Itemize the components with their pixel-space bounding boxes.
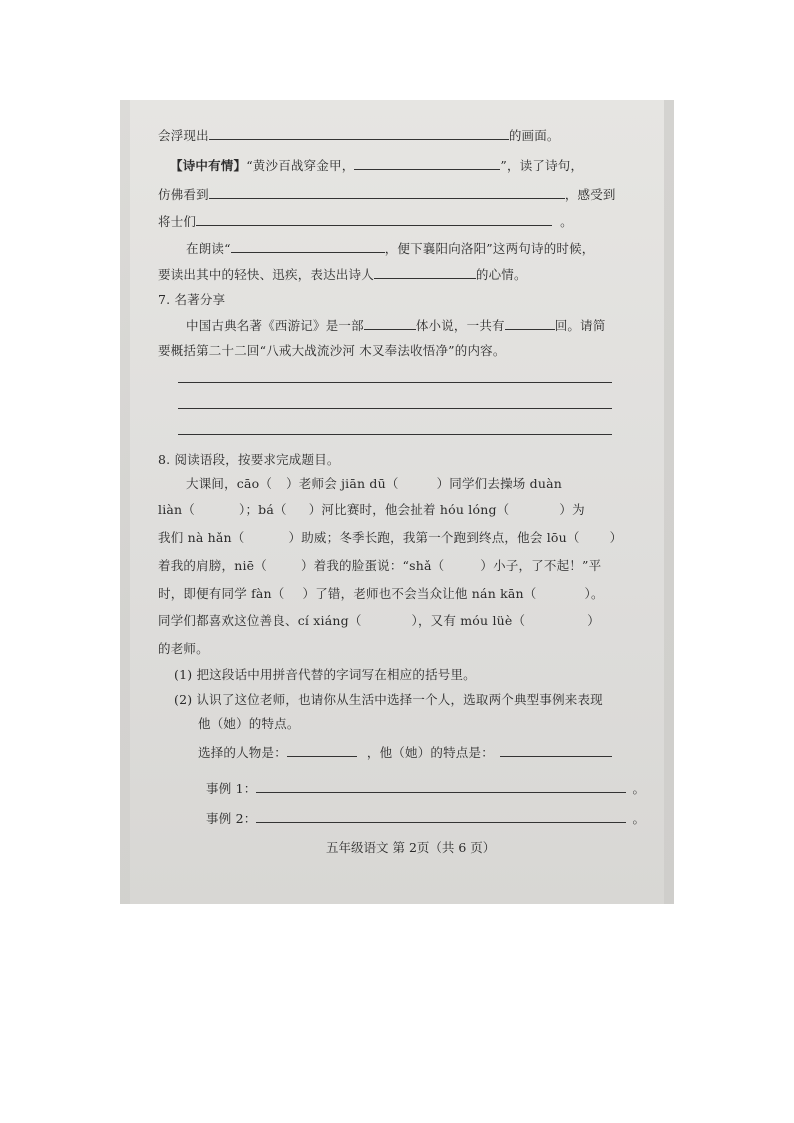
line-text: 中国古典名著《西游记》是一部 [186, 318, 364, 333]
answer-line[interactable] [178, 382, 612, 383]
text-line [198, 744, 612, 761]
text-line [186, 317, 606, 334]
text-line [158, 186, 616, 203]
line-text: 要读出其中的轻快、迅疾，表达出诗人 [158, 267, 374, 282]
sub-question-2: (2) 认识了这位老师，也请你从生活中选择一个人，选取两个典型事例来表现 [174, 692, 603, 707]
line-text: 。 [632, 811, 646, 826]
text-line [170, 157, 583, 174]
line-text: ）同学们去操场 duàn [436, 476, 563, 491]
line-text: 的画面。 [508, 128, 560, 143]
text-line [186, 476, 562, 492]
line-text: ）；bá（ [239, 502, 287, 517]
line-text: 同学们都喜欢这位善良、cí xiáng（ [158, 613, 362, 628]
line-text: 回。请简 [554, 318, 606, 333]
answer-blank[interactable] [500, 744, 612, 757]
line-text: ”，读了诗句， [500, 158, 584, 173]
sub-question-2-cont: 他（她）的特点。 [198, 716, 300, 731]
text-line [158, 613, 600, 629]
line-text: ，便下襄阳向洛阳”这两句诗的时候， [384, 241, 595, 256]
answer-blank[interactable] [374, 266, 476, 279]
line-text: 在朗读“ [186, 241, 231, 256]
line-text: ，他（她）的特点是： [366, 745, 494, 760]
line-text: ）着我的脸蛋说：“shǎ（ [300, 558, 445, 573]
line-text: ），又有 móu lüè（ [411, 613, 526, 628]
text-line [206, 810, 645, 827]
text-line [158, 213, 573, 230]
line-text: ）。 [584, 586, 604, 601]
text-line [158, 127, 560, 144]
answer-blank[interactable] [256, 810, 626, 823]
line-text: “黄沙百战穿金甲， [246, 158, 355, 173]
answer-blank[interactable] [209, 186, 565, 199]
line-text: 会浮现出 [158, 128, 209, 143]
text-line [206, 780, 645, 797]
line-text: 时，即便有同学 fàn（ [158, 586, 285, 601]
answer-line[interactable] [178, 408, 612, 409]
text-line [158, 586, 604, 602]
answer-blank[interactable] [364, 317, 416, 330]
line-text: ）小子，了不起！”平 [480, 558, 602, 573]
question-8-title: 8. 阅读语段，按要求完成题目。 [158, 452, 340, 467]
line-text: 的心情。 [475, 267, 527, 282]
line-text: 事例 2： [206, 811, 257, 826]
line-text: 仿佛看到 [158, 187, 209, 202]
text-line [158, 558, 601, 574]
section-tag: 【诗中有情】 [170, 158, 247, 173]
line-text: 体小说，一共有 [415, 318, 505, 333]
scanned-photo [120, 100, 674, 904]
line-text: ）了错，老师也不会当众让他 nán kān（ [302, 586, 537, 601]
text-line [158, 266, 527, 283]
line-text: ，感受到 [564, 187, 616, 202]
answer-blank[interactable] [354, 157, 500, 170]
text-line [158, 530, 622, 546]
line-text: 将士们 [158, 214, 197, 229]
question-7-title: 7. 名著分享 [158, 292, 226, 307]
line-text: ） [587, 613, 600, 628]
answer-blank[interactable] [231, 240, 385, 253]
line-text: 。 [632, 781, 646, 796]
answer-blank[interactable] [256, 780, 626, 793]
sub-question-1: (1) 把这段话中用拼音代替的字词写在相应的括号里。 [174, 667, 476, 682]
line-text: liàn（ [158, 502, 195, 517]
answer-blank[interactable] [287, 744, 357, 757]
answer-blank[interactable] [196, 213, 552, 226]
line-text: 我们 nà hǎn（ [158, 530, 245, 545]
text-line [158, 502, 585, 518]
answer-blank[interactable] [505, 317, 555, 330]
answer-line[interactable] [178, 434, 612, 435]
line-text: ）助威；冬季长跑，我第一个跑到终点，他会 lōu（ [288, 530, 580, 545]
exam-page [130, 100, 664, 904]
line-text: 事例 1： [206, 781, 257, 796]
text-line [186, 240, 595, 257]
text-line: 要概括第二十二回“八戒大战流沙河 木叉奉法收悟净”的内容。 [158, 343, 506, 358]
line-text: ）为 [559, 502, 585, 517]
answer-blank[interactable] [209, 127, 509, 140]
text-line: 的老师。 [158, 641, 209, 656]
line-text: 着我的肩膀，niē（ [158, 558, 267, 573]
line-text: 大课间，cāo（ [186, 476, 273, 491]
line-text: 。 [560, 214, 573, 229]
line-text: 选择的人物是： [198, 745, 287, 760]
line-text: ）河比赛时，他会扯着 hóu lóng（ [308, 502, 510, 517]
line-text: ）老师会 jiān dū（ [286, 476, 399, 491]
page-footer: 五年级语文 第 2页（共 6 页） [326, 840, 496, 855]
line-text: ） [609, 530, 623, 545]
